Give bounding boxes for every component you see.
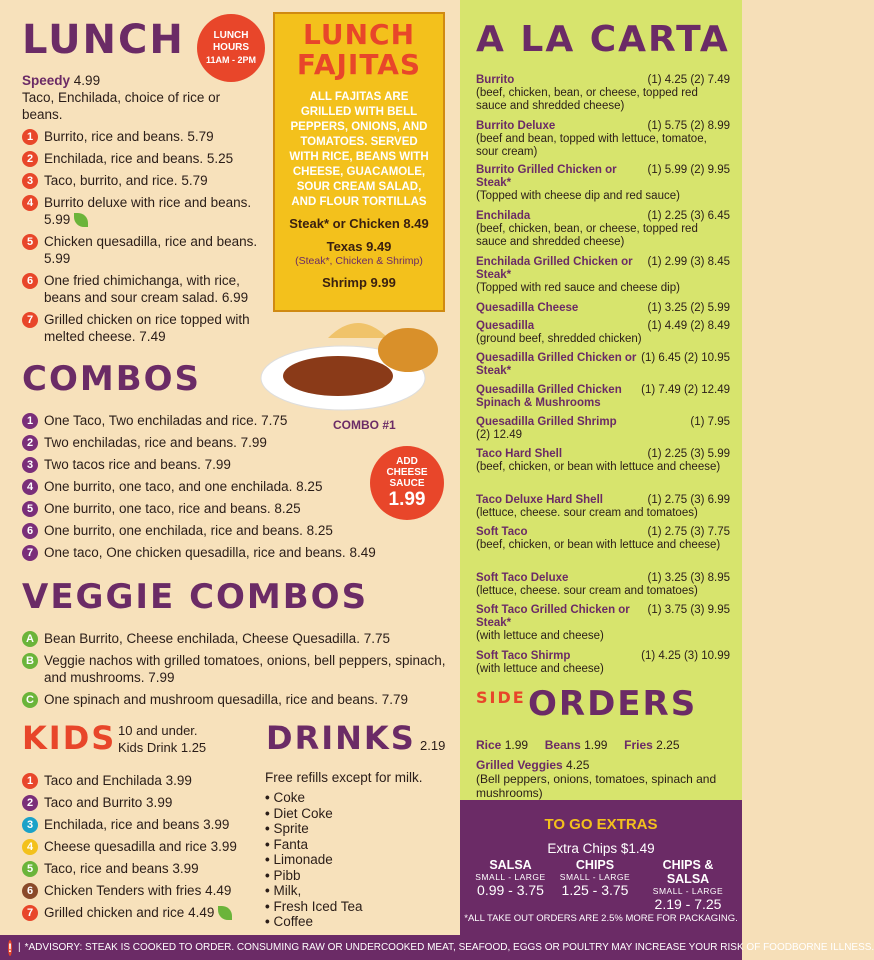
carta-item-desc: (2) 12.49 <box>476 429 523 441</box>
vegetarian-leaf-icon <box>218 906 232 920</box>
menu-item <box>22 194 267 228</box>
carta-item-price: (1) 3.25 (3) 8.95 <box>647 572 730 584</box>
item-number-icon: 6 <box>22 883 38 899</box>
item-number-icon: 4 <box>22 479 38 495</box>
carta-item-name: Enchilada Grilled Chicken or Steak* <box>476 256 633 281</box>
item-text: Grilled chicken and rice 4.49 <box>44 905 215 920</box>
fajitas-steak: Steak* or Chicken 8.49 <box>289 216 429 231</box>
combo-plate-label: COMBO #1 <box>333 418 396 432</box>
combos-list <box>22 412 442 566</box>
carta-item <box>476 604 730 643</box>
menu-item <box>22 544 442 561</box>
carta-item-name: Soft Taco <box>476 526 528 538</box>
item-text: One spinach and mushroom quesadilla, rice and beans. 7.79 <box>44 692 408 707</box>
carta-item-name: Burrito Deluxe <box>476 120 556 132</box>
menu-item <box>22 412 442 429</box>
menu-item <box>22 150 267 167</box>
fajitas-texas-sub: (Steak*, Chicken & Shrimp) <box>295 255 423 267</box>
speedy-block <box>22 72 252 123</box>
kids-title: KIDS <box>22 719 117 757</box>
carta-item-price: (1) 2.75 (3) 7.75 <box>647 526 730 538</box>
carta-item-price: (1) 3.25 (2) 5.99 <box>647 302 730 314</box>
combos-title: COMBOS <box>22 359 201 399</box>
item-number-icon: 5 <box>22 234 38 250</box>
item-text: Grilled chicken on rice topped with melted cheese. 7.49 <box>44 312 250 344</box>
item-text: One burrito, one taco, rice and beans. 8.25 <box>44 501 301 516</box>
advisory-bar <box>0 935 874 960</box>
carta-title: A LA CARTA <box>476 19 730 60</box>
side-beans: Beans <box>544 738 581 752</box>
carta-item-desc: (Topped with cheese dip and red sauce) <box>476 190 680 202</box>
item-text: Chicken Tenders with fries 4.49 <box>44 883 232 898</box>
item-number-icon: 4 <box>22 195 38 211</box>
item-text: Enchilada, rice and beans. 5.25 <box>44 151 234 166</box>
carta-item <box>476 256 730 295</box>
badge-line: 1.99 <box>388 488 426 510</box>
togo-col-sizes: SMALL - LARGE <box>475 872 546 882</box>
item-number-icon: 2 <box>22 795 38 811</box>
vegetarian-leaf-icon <box>74 213 88 227</box>
carta-item-price: (1) 2.99 (3) 8.45 <box>647 256 730 268</box>
drinks-title: DRINKS <box>266 719 416 757</box>
drinks-price: 2.19 <box>420 738 446 753</box>
togo-col <box>468 858 553 898</box>
item-text: Taco and Burrito 3.99 <box>44 795 173 810</box>
togo-col-sizes: SMALL - LARGE <box>559 872 631 882</box>
carta-item-name: Quesadilla Grilled Shrimp <box>476 416 617 428</box>
lunch-title: LUNCH <box>22 17 185 63</box>
item-number-icon: 5 <box>22 501 38 517</box>
carta-item-name: Soft Taco Grilled Chicken or Steak* <box>476 604 630 629</box>
carta-item <box>476 494 730 520</box>
item-text: Cheese quesadilla and rice 3.99 <box>44 839 237 854</box>
carta-item <box>476 320 730 346</box>
carta-item-price: (1) 4.25 (3) 10.99 <box>641 650 730 662</box>
carta-item <box>476 352 730 378</box>
togo-col-price: 0.99 - 3.75 <box>477 882 544 898</box>
menu-item <box>22 860 262 877</box>
item-number-icon: 2 <box>22 435 38 451</box>
carta-item <box>476 448 730 474</box>
side-fries-price: 2.25 <box>656 738 680 752</box>
carta-item-desc: (beef, chicken, or bean with lettuce and cheese) <box>476 539 721 551</box>
veggie-list <box>22 630 452 713</box>
fajitas-desc: ALL FAJITAS ARE GRILLED WITH BELL PEPPERS, ONIONS, AND TOMATOES. SERVED WITH RICE, BEANS WITH CHEESE, GUACAMOLE, SOUR CREAM SALAD, AND FLOUR TORTILLAS <box>289 91 429 208</box>
carta-item-price: (1) 3.75 (3) 9.95 <box>647 604 730 616</box>
carta-item-price: (1) 5.99 (2) 9.95 <box>647 164 730 176</box>
item-text: One fried chimichanga, with rice, beans and sour cream salad. 6.99 <box>44 273 249 305</box>
menu-item <box>22 478 442 495</box>
carta-item-price: (1) 2.75 (3) 6.99 <box>647 494 730 506</box>
badge-line: LUNCH <box>213 30 249 41</box>
menu-item <box>22 172 267 189</box>
item-number-icon: 6 <box>22 523 38 539</box>
item-text: Burrito, rice and beans. 5.79 <box>44 129 214 144</box>
side-veg-price: 4.25 <box>566 758 590 772</box>
kids-note <box>118 722 206 756</box>
togo-title: TO GO EXTRAS <box>544 816 658 833</box>
side-list <box>476 738 726 800</box>
item-number-icon: 1 <box>22 129 38 145</box>
carta-item <box>476 416 730 442</box>
carta-item-name: Quesadilla <box>476 320 535 332</box>
togo-col <box>640 858 736 912</box>
carta-item-name: Quesadilla Grilled Chicken Spinach & Mushrooms <box>476 384 622 409</box>
carta-item-desc: (beef, chicken, or bean with lettuce and cheese) <box>476 461 721 473</box>
carta-item-price: (1) 5.75 (2) 8.99 <box>647 120 730 132</box>
carta-item <box>476 572 730 598</box>
badge-line: 11AM - 2PM <box>205 55 256 65</box>
side-row <box>476 758 726 772</box>
advisory-divider: | <box>18 942 21 953</box>
menu-item <box>22 311 267 345</box>
carta-item <box>476 74 730 113</box>
menu-item <box>22 652 452 686</box>
item-text: Taco, burrito, and rice. 5.79 <box>44 173 208 188</box>
item-text: One burrito, one enchilada, rice and beans. 8.25 <box>44 523 333 538</box>
carta-item-name: Taco Hard Shell <box>476 448 563 460</box>
carta-item-price: (1) 7.95 <box>690 416 730 428</box>
drinks-note: Free refills except for milk. <box>265 770 423 785</box>
badge-line: ADD <box>396 455 418 467</box>
menu-item <box>22 691 452 708</box>
menu-item <box>22 233 267 267</box>
item-number-icon: 5 <box>22 861 38 877</box>
item-text: Chicken quesadilla, rice and beans. 5.99 <box>44 234 258 266</box>
togo-col-title: CHIPS & SALSA <box>662 858 714 886</box>
menu-item <box>22 904 262 921</box>
carta-item <box>476 650 730 676</box>
fajitas-shrimp: Shrimp 9.99 <box>322 275 396 290</box>
item-text: Taco, rice and beans 3.99 <box>44 861 199 876</box>
side-title-big: ORDERS <box>528 684 698 724</box>
side-beans-price: 1.99 <box>584 738 608 752</box>
carta-item-name: Soft Taco Shirmp <box>476 650 571 662</box>
carta-item <box>476 384 730 410</box>
drink-item: • Pibb <box>265 868 363 884</box>
carta-item-name: Quesadilla Cheese <box>476 302 579 314</box>
item-text: Two enchiladas, rice and beans. 7.99 <box>44 435 267 450</box>
item-number-icon: 1 <box>22 413 38 429</box>
item-number-icon: A <box>22 631 38 647</box>
side-fries: Fries <box>624 738 653 752</box>
item-number-icon: 3 <box>22 173 38 189</box>
drink-item: • Limonade <box>265 852 363 868</box>
item-number-icon: C <box>22 692 38 708</box>
carta-item-desc: (Topped with red sauce and cheese dip) <box>476 282 680 294</box>
menu-item <box>22 838 262 855</box>
togo-col-price: 1.25 - 3.75 <box>561 882 629 898</box>
item-number-icon: 2 <box>22 151 38 167</box>
togo-note: *ALL TAKE OUT ORDERS ARE 2.5% MORE FOR PACKAGING. <box>464 913 738 924</box>
speedy-name: Speedy <box>22 73 71 88</box>
menu-item <box>22 272 267 306</box>
carta-item <box>476 210 730 249</box>
item-text: Bean Burrito, Cheese enchilada, Cheese Quesadilla. 7.75 <box>44 631 390 646</box>
carta-item-price: (1) 6.45 (2) 10.95 <box>641 352 730 364</box>
item-number-icon: 7 <box>22 312 38 328</box>
menu-item <box>22 772 262 789</box>
item-text: Two tacos rice and beans. 7.99 <box>44 457 231 472</box>
kids-list <box>22 772 262 926</box>
carta-item-name: Burrito Grilled Chicken or Steak* <box>476 164 617 189</box>
carta-item-name: Taco Deluxe Hard Shell <box>476 494 603 506</box>
side-veg: Grilled Veggies <box>476 758 563 772</box>
item-text: One taco, One chicken quesadilla, rice and beans. 8.49 <box>44 545 376 560</box>
kids-note-line: Kids Drink 1.25 <box>118 740 207 755</box>
togo-col-title: SALSA <box>489 858 532 872</box>
drink-item: • Milk, <box>265 883 363 899</box>
item-number-icon: B <box>22 653 38 669</box>
carta-item-desc: (with lettuce and cheese) <box>476 663 604 675</box>
item-number-icon: 4 <box>22 839 38 855</box>
item-text: Enchilada, rice and beans 3.99 <box>44 817 230 832</box>
fajitas-title-line: FAJITAS <box>296 48 422 81</box>
togo-col-title: CHIPS <box>575 858 615 872</box>
menu-item <box>22 882 262 899</box>
item-text: Veggie nachos with grilled tomatoes, onions, bell peppers, spinach, and mushrooms. 7.99 <box>44 653 446 685</box>
combo-plate-image <box>258 298 448 418</box>
item-text: Burrito deluxe with rice and beans. 5.99 <box>44 195 252 227</box>
carta-item-desc: (beef, chicken, bean, or cheese, topped red sauce and shredded cheese) <box>476 87 698 112</box>
menu-item <box>22 794 262 811</box>
fajitas-texas: Texas 9.49 <box>326 239 392 254</box>
carta-item-name: Quesadilla Grilled Chicken or Steak* <box>476 352 637 377</box>
carta-item-price: (1) 2.25 (3) 5.99 <box>647 448 730 460</box>
fajitas-box <box>273 12 445 312</box>
item-text: Taco and Enchilada 3.99 <box>44 773 192 788</box>
side-rice: Rice <box>476 738 502 752</box>
carta-item <box>476 302 730 315</box>
drink-item: • Sprite <box>265 821 363 837</box>
carta-item-name: Enchilada <box>476 210 531 222</box>
speedy-price: 4.99 <box>73 73 101 88</box>
item-number-icon: 3 <box>22 457 38 473</box>
side-rice-price: 1.99 <box>504 738 529 752</box>
togo-col-price: 2.19 - 7.25 <box>654 896 722 912</box>
side-veg-desc: (Bell peppers, onions, tomatoes, spinach and mushrooms) <box>476 772 717 800</box>
speedy-desc: Taco, Enchilada, choice of rice or beans. <box>22 90 221 122</box>
menu-item <box>22 522 442 539</box>
carta-item-name: Burrito <box>476 74 515 86</box>
drink-item: • Fanta <box>265 837 363 853</box>
menu-item <box>22 500 442 517</box>
carta-item-name: Soft Taco Deluxe <box>476 572 569 584</box>
carta-item-price: (1) 4.49 (2) 8.49 <box>647 320 730 332</box>
badge-line: CHEESE SAUCE <box>386 466 428 489</box>
carta-item-desc: (with lettuce and cheese) <box>476 630 604 642</box>
carta-item-desc: (beef and bean, topped with lettuce, tomatoe, sour cream) <box>476 133 707 158</box>
fajitas-title <box>275 20 443 80</box>
fajitas-title-line: LUNCH <box>303 18 415 51</box>
item-text: One Taco, Two enchiladas and rice. 7.75 <box>44 413 288 428</box>
lunch-list <box>22 128 267 350</box>
drink-item: • Diet Coke <box>265 806 363 822</box>
menu-item <box>22 434 442 451</box>
togo-col-sizes: SMALL - LARGE <box>652 886 724 896</box>
side-row <box>476 738 726 752</box>
veggie-title: VEGGIE COMBOS <box>22 577 369 617</box>
item-number-icon: 1 <box>22 773 38 789</box>
togo-chips: Extra Chips $1.49 <box>547 841 655 856</box>
item-number-icon: 3 <box>22 817 38 833</box>
carta-item-price: (1) 4.25 (2) 7.49 <box>647 74 730 86</box>
carta-item-price: (1) 7.49 (2) 12.49 <box>641 384 730 396</box>
menu-item <box>22 456 442 473</box>
kids-note-line: 10 and under. <box>118 723 198 738</box>
advisory-text: *ADVISORY: STEAK IS COOKED TO ORDER. CONSUMING RAW OR UNDERCOOKED MEAT, SEAFOOD, EGGS OR POULTRY MAY INCREASE YOUR RISK OF FOODBORNE ILLNESS. <box>24 942 874 953</box>
carta-item <box>476 120 730 159</box>
drink-item: • Coke <box>265 790 363 806</box>
carta-item <box>476 164 730 203</box>
drink-item: • Fresh Iced Tea <box>265 899 363 915</box>
carta-item-price: (1) 2.25 (3) 6.45 <box>647 210 730 222</box>
carta-item-desc: (ground beef, shredded chicken) <box>476 333 642 345</box>
item-text: One burrito, one taco, and one enchilada. 8.25 <box>44 479 323 494</box>
drinks-list <box>265 790 363 930</box>
drink-item: • Coffee <box>265 914 363 930</box>
carta-item-desc: (beef, chicken, bean, or cheese, topped red sauce and shredded cheese) <box>476 223 698 248</box>
carta-item-desc: (lettuce, cheese. sour cream and tomatoes) <box>476 585 698 597</box>
item-number-icon: 7 <box>22 905 38 921</box>
side-title-small: SIDE <box>476 688 526 707</box>
menu-item <box>22 816 262 833</box>
togo-col <box>555 858 635 898</box>
warning-icon: ! <box>8 940 12 955</box>
badge-line: HOURS <box>212 42 250 53</box>
item-number-icon: 6 <box>22 273 38 289</box>
menu-item <box>22 630 452 647</box>
carta-item-desc: (lettuce, cheese. sour cream and tomatoes) <box>476 507 698 519</box>
item-number-icon: 7 <box>22 545 38 561</box>
menu-item <box>22 128 267 145</box>
carta-item <box>476 526 730 552</box>
